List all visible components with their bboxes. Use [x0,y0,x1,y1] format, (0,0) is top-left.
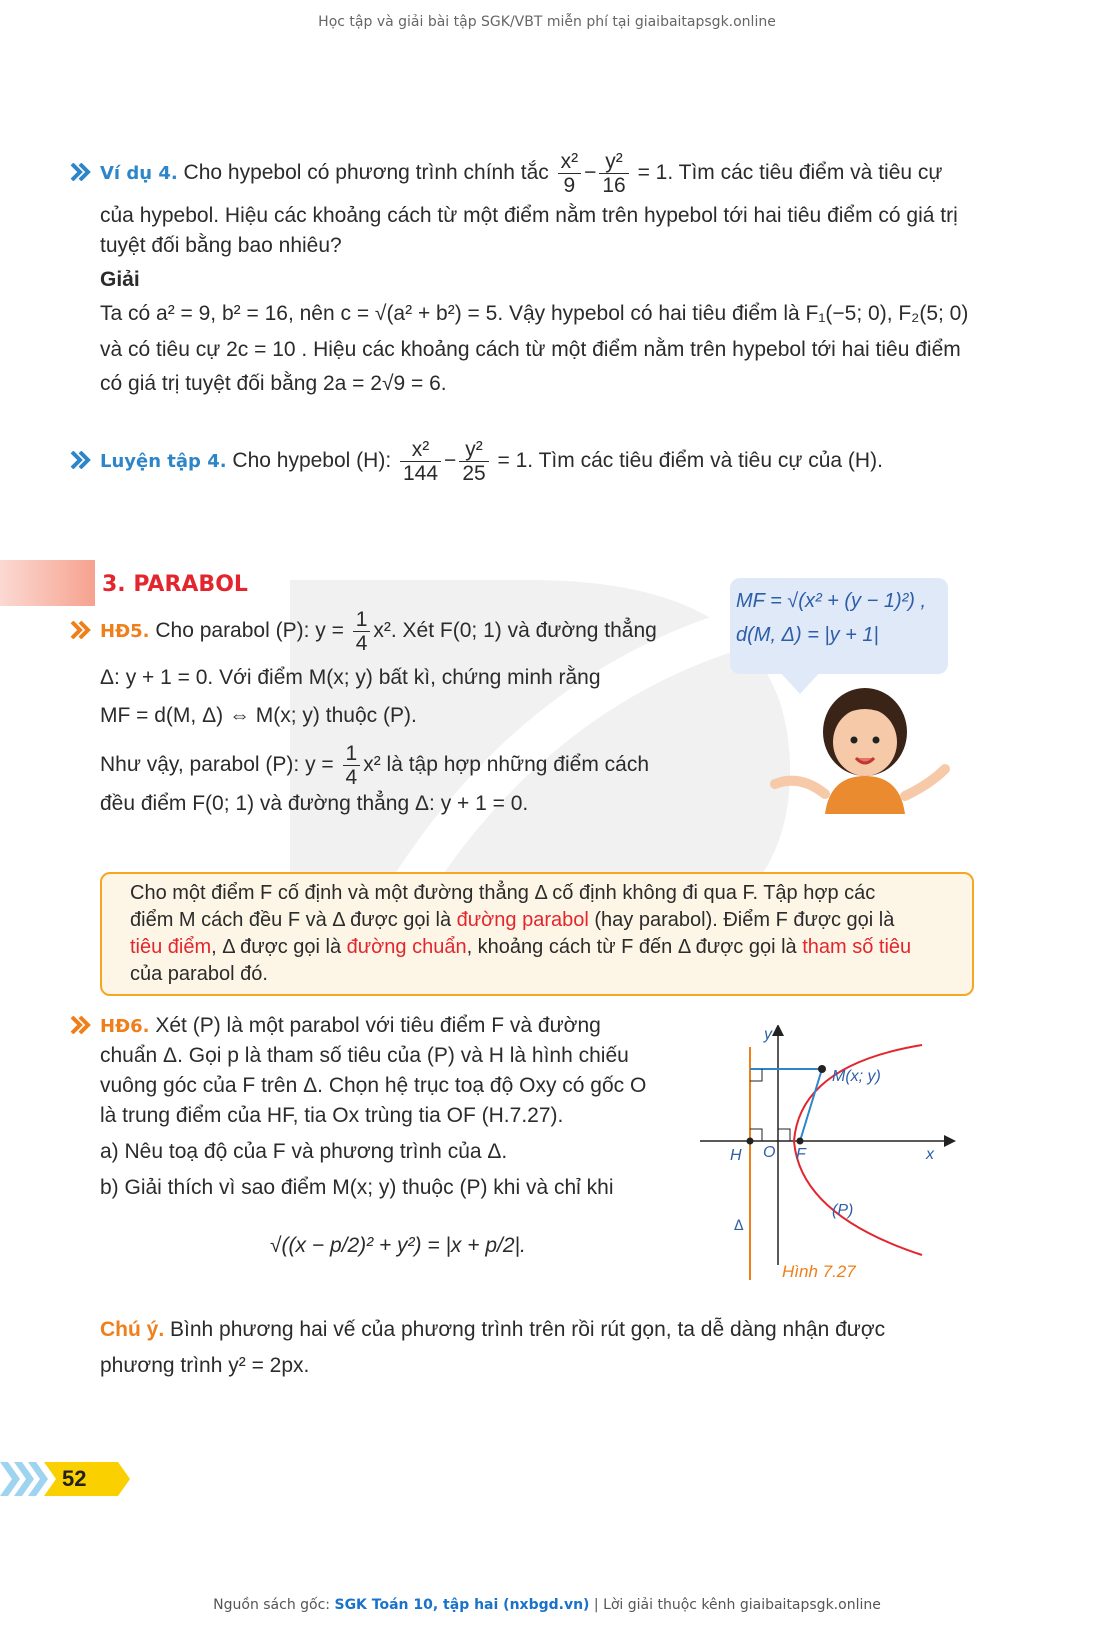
girl-illustration-icon [770,684,950,814]
label-o: O [763,1144,776,1161]
hd5-line-2: Δ: y + 1 = 0. Với điểm M(x; y) bất kì, chứng minh rằng [100,666,601,689]
hd6-line-2: chuẩn Δ. Gọi p là tham số tiêu của (P) và H là hình chiếu [100,1044,629,1067]
hd6-line-1 [70,1010,690,1043]
speech-bubble [730,578,948,674]
fraction-y2-25: $\frac{\text{y²}}{25}$ [459,438,488,485]
note-label: Chú ý. [100,1318,165,1341]
label-m: M(x; y) [832,1068,881,1085]
note-line-1 [100,1314,970,1346]
example-line-3: tuyệt đối bằng bao nhiêu? [100,234,342,257]
hd5-line-4-a: Như vậy, parabol (P): y = [100,753,340,777]
practice-text-b: = 1. Tìm các tiêu điểm và tiêu cự của (H). [491,449,883,473]
hd6-item-b: b) Giải thích vì sao điểm M(x; y) thuộc (P) khi và chỉ khi [100,1176,614,1199]
hd5-line-4 [100,742,720,789]
fraction-x2-9: $\frac{\text{x²}}{9}$ [558,150,582,197]
solution-heading: Giải [100,268,140,291]
chevron-marker-icon [70,621,96,639]
page-header: Học tập và giải bài tập SGK/VBT miễn phí tại giaibaitapsgk.online [318,14,776,30]
note-line-2: phương trình y² = 2px. [100,1354,310,1377]
hd6-formula: √((x − p/2)² + y²) = |x + p/2|. [270,1234,526,1257]
solution-line-1: Ta có a² = 9, b² = 16, nên c = √(a² + b²) = 5. Vậy hypebol có hai tiêu điểm là F₁(−5; 0), F₂(5; 0) [100,302,969,325]
hd5-text-b: x². Xét F(0; 1) và đường thẳng [373,619,657,643]
example-line-2: của hypebol. Hiệu các khoảng cách từ một điểm nằm trên hypebol tới hai tiêu điểm có giá trị [100,204,958,227]
parabola-figure [700,1025,980,1295]
label-x: x [926,1146,934,1163]
note-text-1: Bình phương hai vế của phương trình trên rồi rút gọn, ta dễ dàng nhận được [164,1318,886,1341]
label-y: y [764,1026,772,1043]
definition-box [100,872,974,996]
hd5-text-a: Cho parabol (P): y = [149,619,350,643]
bubble-line-1: MF = √(x² + (y − 1)²) , [736,590,927,612]
hd5-line-5: đều điểm F(0; 1) và đường thẳng Δ: y + 1 = 0. [100,792,529,815]
page-number: 52 [62,1466,87,1491]
page-footer: Nguồn sách gốc: SGK Toán 10, tập hai (nxbgd.vn) | Lời giải thuộc kênh giaibaitapsgk.online [213,1597,881,1613]
fraction-1-4-b: $\frac{1}{4}$ [343,742,361,789]
chevron-marker-icon [70,1016,96,1034]
example-4: Ví dụ 4. Cho hypebol có phương trình chính tắc $\frac{\text{x²}}{9}$ − $\frac{\text{y²}}{16}$ = 1. Tìm các tiêu điểm và tiêu cự [70,150,970,197]
fraction-1-4: $\frac{1}{4}$ [353,608,371,655]
chevron-marker-icon [70,163,96,181]
example-text-b: = 1. Tìm các tiêu điểm và tiêu cự [631,161,943,185]
practice-label: Luyện tập 4. [100,451,227,473]
solution-line-3: có giá trị tuyệt đối bằng 2a = 2√9 = 6. [100,372,447,395]
hd5-line-1 [70,608,710,655]
figure-caption: Hình 7.27 [782,1262,856,1281]
label-f: F [796,1146,806,1163]
label-h: H [730,1147,742,1164]
hd5-line-3: MF = d(M, Δ) ⇔ M(x; y) thuộc (P). [100,704,417,727]
solution-line-2: và có tiêu cự 2c = 10 . Hiệu các khoảng cách từ một điểm nằm trên hypebol tới hai tiêu điểm [100,338,961,361]
definition-line-2: điểm M cách đều F và Δ được gọi là đường parabol (hay parabol). Điểm F được gọi là [130,909,895,931]
chevron-marker-icon [70,451,96,469]
example-label: Ví dụ 4. [100,163,178,185]
section-title: 3. PARABOL [102,572,248,597]
bubble-line-2: d(M, Δ) = |y + 1| [736,624,879,646]
hd6-line-4: là trung điểm của HF, tia Ox trùng tia OF (H.7.27). [100,1104,564,1127]
practice-4: Luyện tập 4. Cho hypebol (H): $\frac{\text{x²}}{144}$ − $\frac{\text{y²}}{25}$ = 1. Tìm các tiêu điểm và tiêu cự của (H). [70,438,970,485]
definition-line-1: Cho một điểm F cố định và một đường thẳng Δ cố định không đi qua F. Tập hợp các [130,882,876,904]
hd6-text-1: Xét (P) là một parabol với tiêu điểm F và đường [149,1014,601,1037]
definition-line-3: tiêu điểm, Δ được gọi là đường chuẩn, khoảng cách từ F đến Δ được gọi là tham số tiêu [130,936,912,958]
label-p: (P) [832,1202,854,1219]
fraction-x2-144: $\frac{\text{x²}}{144}$ [400,438,441,485]
label-delta: Δ [734,1218,744,1234]
example-text-a: Cho hypebol có phương trình chính tắc [177,161,555,185]
section-band [0,560,95,606]
definition-line-4: của parabol đó. [130,963,268,985]
fraction-y2-16: $\frac{\text{y²}}{16}$ [599,150,628,197]
practice-text-a: Cho hypebol (H): [226,449,397,473]
hd6-line-3: vuông góc của F trên Δ. Chọn hệ trục toạ độ Oxy có gốc O [100,1074,647,1097]
hd5-label: HĐ5. [100,621,150,643]
hd6-item-a: a) Nêu toạ độ của F và phương trình của Δ. [100,1140,508,1163]
hd5-line-4-b: x² là tập hợp những điểm cách [363,753,650,777]
hd6-label: HĐ6. [100,1016,150,1037]
